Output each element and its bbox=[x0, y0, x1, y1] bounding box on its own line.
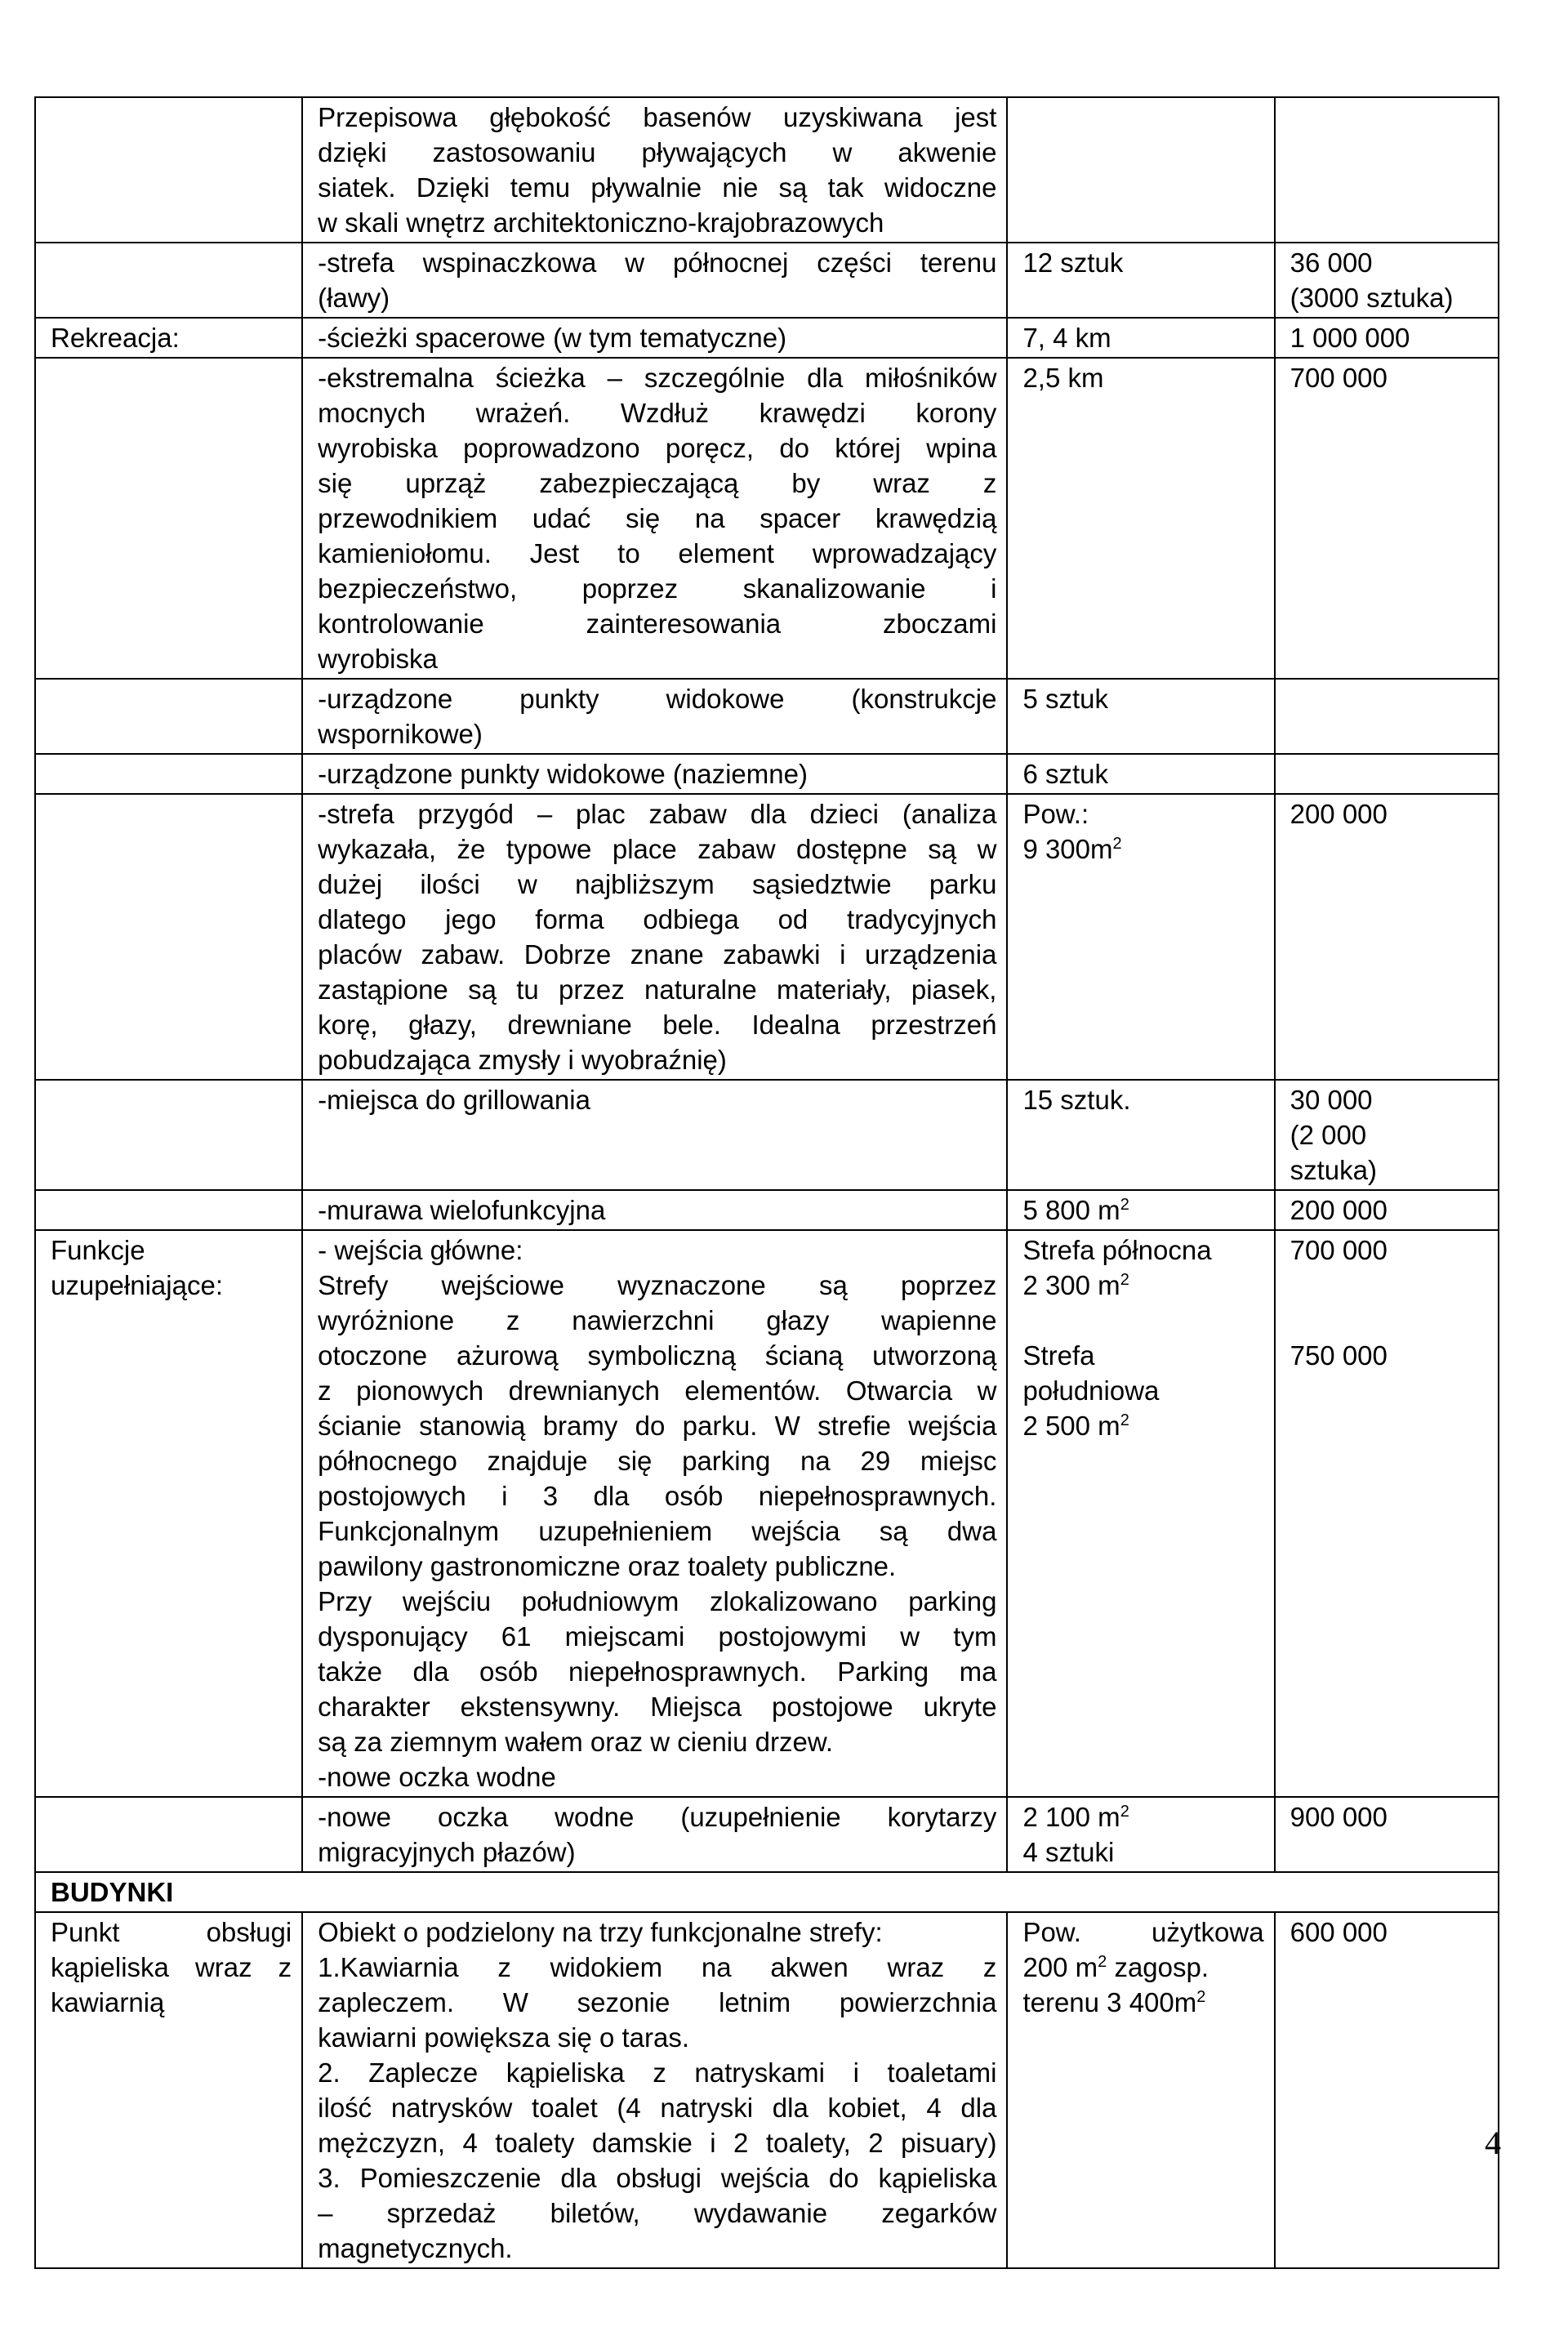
table-row bbox=[35, 1912, 1499, 2268]
category-cell bbox=[35, 679, 302, 754]
quantity-cell: 6 sztuk bbox=[1007, 754, 1274, 794]
cost-cell bbox=[1275, 754, 1499, 794]
category-cell: Punkt obsługi kąpieliska wraz z kawiarnią bbox=[35, 1912, 302, 2268]
description-cell: Przepisowa głębokość basenów uzyskiwana jest dzięki zastosowaniu pływających w akwenie siatek. Dzięki temu pływalnie nie są tak widoczne w skali wnętrz architektoniczno-krajobrazowych bbox=[302, 97, 1007, 243]
table-row bbox=[35, 358, 1499, 679]
table-row bbox=[35, 1080, 1499, 1190]
quantity-cell: 15 sztuk. bbox=[1007, 1080, 1274, 1190]
description-cell: -strefa wspinaczkowa w północnej części terenu (ławy) bbox=[302, 243, 1007, 318]
cost-cell: 200 000 bbox=[1275, 1190, 1499, 1230]
category-cell: Funkcje uzupełniające: bbox=[35, 1230, 302, 1797]
table-row bbox=[35, 318, 1499, 358]
quantity-cell: Strefa północna 2 300 $m^2$ Strefa południowa 2 500 $m^2$ bbox=[1007, 1230, 1274, 1797]
description-cell: -murawa wielofunkcyjna bbox=[302, 1190, 1007, 1230]
description-cell: -ekstremalna ścieżka – szczególnie dla miłośników mocnych wrażeń. Wzdłuż krawędzi korony wyrobiska poprowadzono poręcz, do której wpina się uprząż zabezpieczającą by wraz z przewodnikiem udać się na spacer krawędzią kamieniołomu. Jest to element wprowadzający bezpieczeństwo, poprzez skanalizowanie i kontrolowanie zainteresowania zboczami wyrobiska bbox=[302, 358, 1007, 679]
cost-cell: 900 000 bbox=[1275, 1797, 1499, 1872]
description-cell: Obiekt o podzielony na trzy funkcjonalne strefy: 1.Kawiarnia z widokiem na akwen wraz z zapleczem. W sezonie letnim powierzchnia kawiarni powiększa się o taras. 2. Zaplecze kąpieliska z natryskami i toaletami ilość natrysków toalet (4 natryski dla kobiet, 4 dla mężczyzn, 4 toalety damskie i 2 toalety, 2 pisuary) 3. Pomieszczenie dla obsługi wejścia do kąpieliska – sprzedaż biletów, wydawanie zegarków magnetycznych. bbox=[302, 1912, 1007, 2268]
quantity-cell: 5 sztuk bbox=[1007, 679, 1274, 754]
section-header-row bbox=[35, 1872, 1499, 1912]
quantity-cell: 2,5 km bbox=[1007, 358, 1274, 679]
quantity-cell: Pow.: 9 $300m^2$ bbox=[1007, 794, 1274, 1080]
quantity-cell: 2 100 $m^2$ 4 sztuki bbox=[1007, 1797, 1274, 1872]
cost-cell: 1 000 000 bbox=[1275, 318, 1499, 358]
quantity-cell bbox=[1007, 97, 1274, 243]
category-cell bbox=[35, 754, 302, 794]
section-title: BUDYNKI bbox=[35, 1872, 1499, 1912]
category-cell bbox=[35, 1190, 302, 1230]
cost-cell: 600 000 bbox=[1275, 1912, 1499, 2268]
cost-cell: 700 000 bbox=[1275, 358, 1499, 679]
description-cell: -nowe oczka wodne (uzupełnienie korytarzy migracyjnych płazów) bbox=[302, 1797, 1007, 1872]
category-cell bbox=[35, 358, 302, 679]
quantity-cell: 7, 4 km bbox=[1007, 318, 1274, 358]
category-cell bbox=[35, 1797, 302, 1872]
cost-cell bbox=[1275, 679, 1499, 754]
category-cell bbox=[35, 1080, 302, 1190]
category-cell: Rekreacja: bbox=[35, 318, 302, 358]
category-cell bbox=[35, 243, 302, 318]
cost-cell: 700 000 750 000 bbox=[1275, 1230, 1499, 1797]
description-cell: -urządzone punkty widokowe (konstrukcje wspornikowe) bbox=[302, 679, 1007, 754]
description-cell: - wejścia główne: Strefy wejściowe wyznaczone są poprzez wyróżnione z nawierzchni głazy wapienne otoczone ażurową symboliczną ścianą utworzoną z pionowych drewnianych elementów. Otwarcia w ścianie stanowią bramy do parku. W strefie wejścia północnego znajduje się parking na 29 miejsc postojowych i 3 dla osób niepełnosprawnych. Funkcjonalnym uzupełnieniem wejścia są dwa pawilony gastronomiczne oraz toalety publiczne. Przy wejściu południowym zlokalizowano parking dysponujący 61 miejscami postojowymi w tym także dla osób niepełnosprawnych. Parking ma charakter ekstensywny. Miejsca postojowe ukryte są za ziemnym wałem oraz w cieniu drzew. -nowe oczka wodne bbox=[302, 1230, 1007, 1797]
cost-cell: 200 000 bbox=[1275, 794, 1499, 1080]
page-number: 4 bbox=[1485, 2124, 1501, 2161]
table-row bbox=[35, 1190, 1499, 1230]
description-cell: -ścieżki spacerowe (w tym tematyczne) bbox=[302, 318, 1007, 358]
table-row bbox=[35, 1230, 1499, 1797]
quantity-cell: Pow. użytkowa 200 $m^2$ zagosp. terenu 3 $400m^2$ bbox=[1007, 1912, 1274, 2268]
investment-table bbox=[34, 96, 1499, 2269]
cost-cell: 30 000 (2 000 sztuka) bbox=[1275, 1080, 1499, 1190]
quantity-cell: 5 800 $m^2$ bbox=[1007, 1190, 1274, 1230]
table-row bbox=[35, 1797, 1499, 1872]
description-cell: -strefa przygód – plac zabaw dla dzieci (analiza wykazała, że typowe place zabaw dostępne są w dużej ilości w najbliższym sąsiedztwie parku dlatego jego forma odbiega od tradycyjnych placów zabaw. Dobrze znane zabawki i urządzenia zastąpione są tu przez naturalne materiały, piasek, korę, głazy, drewniane bele. Idealna przestrzeń pobudzająca zmysły i wyobraźnię) bbox=[302, 794, 1007, 1080]
table-row bbox=[35, 754, 1499, 794]
cost-cell: 36 000 (3000 sztuka) bbox=[1275, 243, 1499, 318]
table-row bbox=[35, 794, 1499, 1080]
table-row bbox=[35, 97, 1499, 243]
cost-cell bbox=[1275, 97, 1499, 243]
category-cell bbox=[35, 97, 302, 243]
quantity-cell: 12 sztuk bbox=[1007, 243, 1274, 318]
table-row bbox=[35, 679, 1499, 754]
table-row bbox=[35, 243, 1499, 318]
description-cell: -urządzone punkty widokowe (naziemne) bbox=[302, 754, 1007, 794]
category-cell bbox=[35, 794, 302, 1080]
description-cell: -miejsca do grillowania bbox=[302, 1080, 1007, 1190]
